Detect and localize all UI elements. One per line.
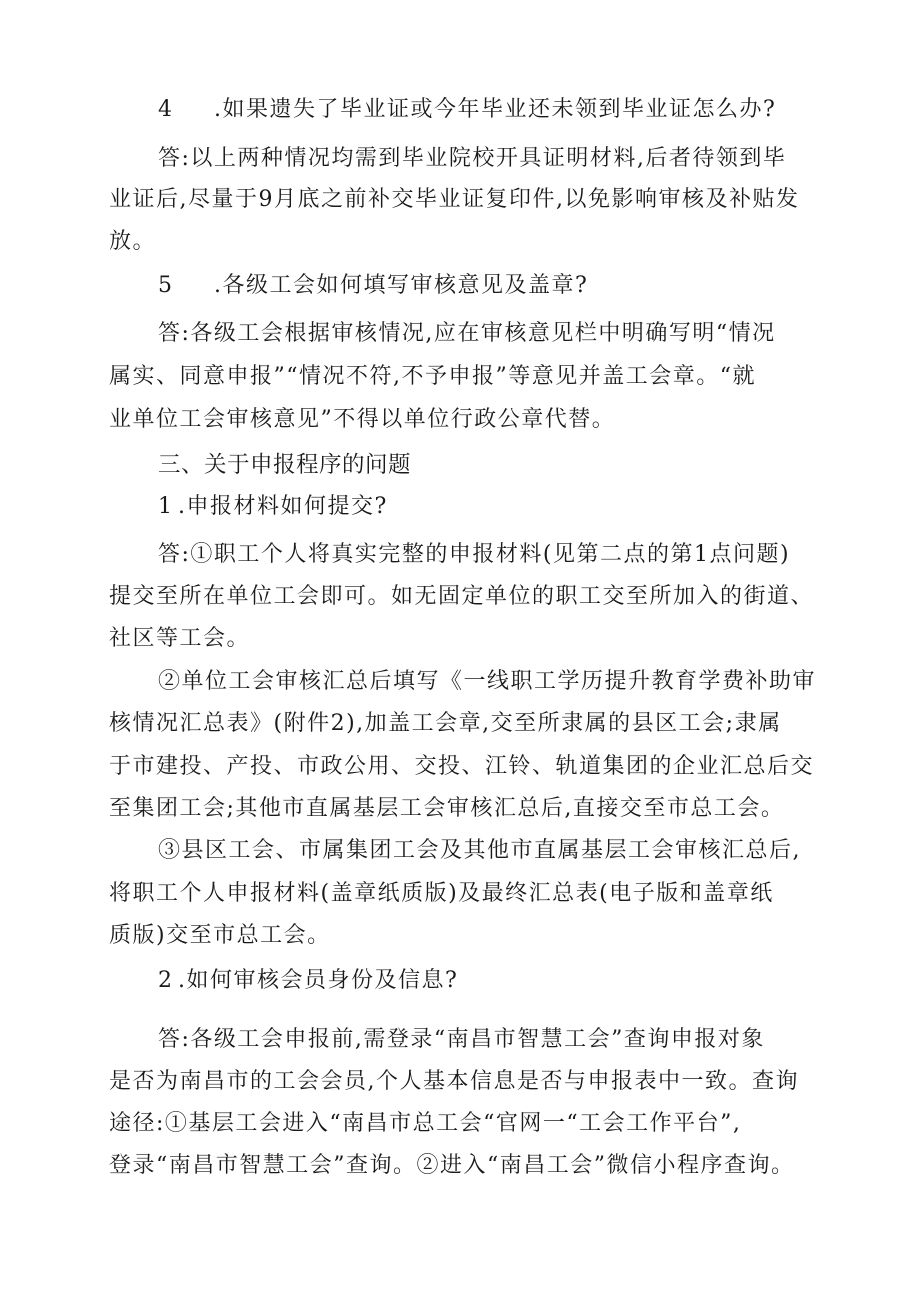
q4-answer-line-2: 业证后,尽量于9月底之前补交毕业证复印件,以免影响审核及补贴发 — [109, 187, 800, 212]
q5-answer-line-1: 答:各级工会根据审核情况,应在审核意见栏中明确写明“情况 — [158, 321, 776, 346]
q4-title: .如果遗失了毕业证或今年毕业还未领到毕业证怎么办? — [214, 97, 777, 122]
s1-p3-line-3: 质版)交至市总工会。 — [109, 923, 331, 948]
s1-p2-line-4: 至集团工会;其他市直属基层工会审核汇总后,直接交至市总工会。 — [109, 796, 785, 821]
q4-answer-line-3: 放。 — [109, 229, 157, 254]
s1-p1-line-2: 提交至所在单位工会即可。如无固定单位的职工交至所加入的街道、 — [109, 584, 815, 609]
s1-p1-line-1: 答:①职工个人将真实完整的申报材料(见第二点的第1点问题) — [158, 542, 791, 567]
s1-p2-line-1: ②单位工会审核汇总后填写《一线职工学历提升教育学费补助审 — [158, 669, 817, 694]
q5-answer-line-3: 业单位工会审核意见”不得以单位行政公章代替。 — [109, 407, 616, 432]
s2-answer-line-3: 途径:①基层工会进入“南昌市总工会“官网一“工会工作平台”, — [109, 1111, 742, 1136]
s1-title: .申报材料如何提交? — [178, 494, 388, 519]
s2-answer-line-1: 答:各级工会申报前,需登录“南昌市智慧工会”查询申报对象 — [158, 1027, 765, 1052]
section-3-heading: 三、关于申报程序的问题 — [158, 452, 412, 478]
s1-p3-line-1: ③县区工会、市属集团工会及其他市直属基层工会审核汇总后, — [158, 838, 801, 863]
s1-p2-line-3: 于市建投、产投、市政公用、交投、江铃、轨道集团的企业汇总后交 — [109, 754, 815, 779]
s1-p3-line-2: 将职工个人申报材料(盖章纸质版)及最终汇总表(电子版和盖章纸 — [109, 881, 774, 906]
q5-title: .各级工会如何填写审核意见及盖章? — [214, 273, 589, 298]
s2-answer-line-4: 登录“南昌市智慧工会”查询。②进入“南昌工会”微信小程序查询。 — [109, 1153, 795, 1178]
q5-number: 5 — [158, 273, 172, 298]
s1-p2-line-2: 核情况汇总表》(附件2),加盖工会章,交至所隶属的县区工会;隶属 — [109, 711, 782, 736]
q5-answer-line-2: 属实、同意申报”“情况不符,不予申报”等意见并盖工会章。“就 — [109, 364, 756, 389]
q4-number: 4 — [158, 97, 172, 122]
s2-answer-line-2: 是否为南昌市的工会会员,个人基本信息是否与申报表中一致。查询 — [109, 1069, 799, 1094]
s1-number: 1 — [158, 494, 172, 519]
s1-p1-line-3: 社区等工会。 — [109, 626, 251, 651]
s2-title: .如何审核会员身份及信息? — [178, 968, 459, 993]
q4-answer-line-1: 答:以上两种情况均需到毕业院校开具证明材料,后者待领到毕 — [158, 146, 787, 171]
s2-number: 2 — [158, 968, 172, 993]
